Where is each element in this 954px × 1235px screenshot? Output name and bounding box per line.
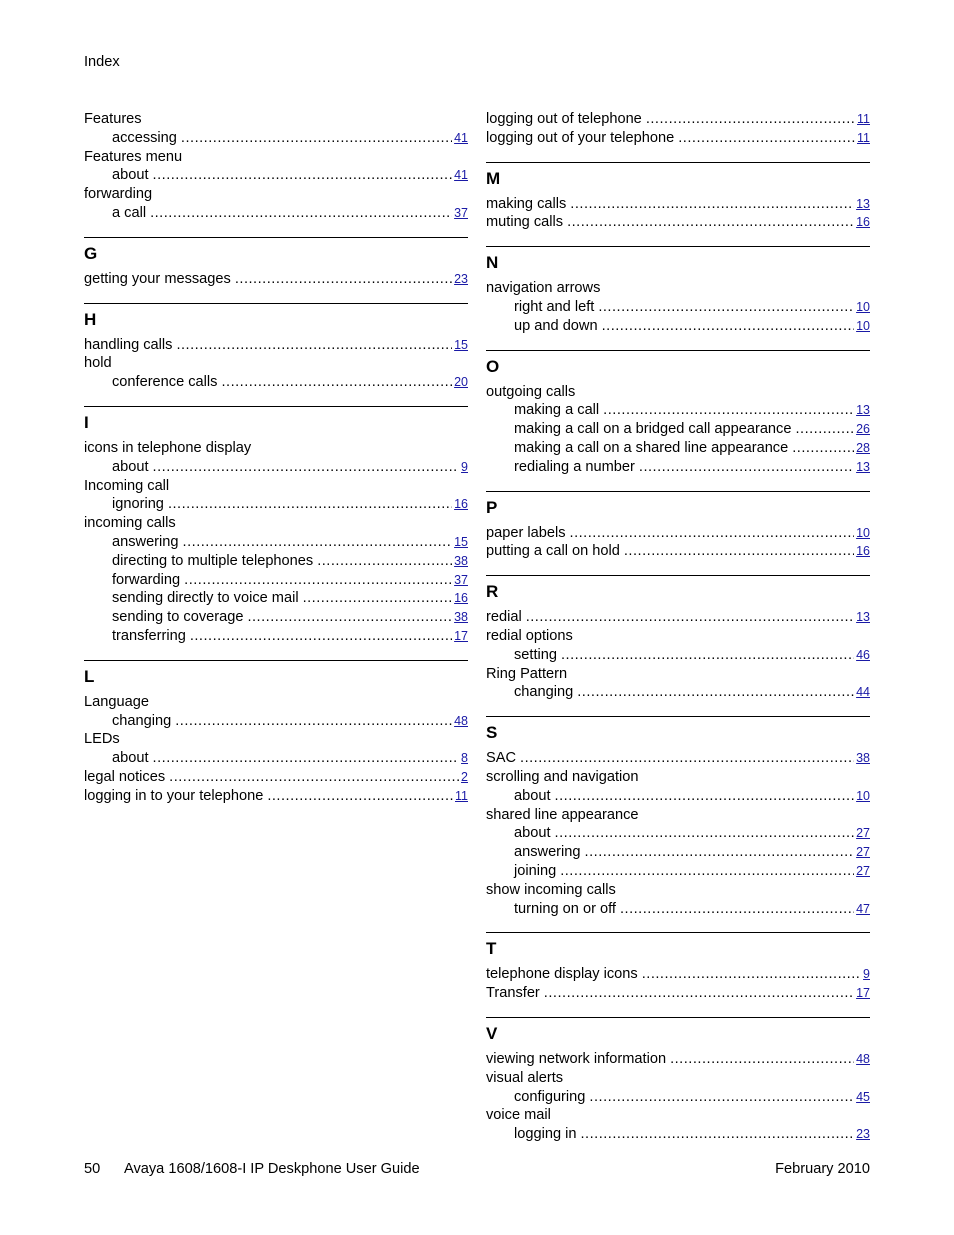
section-letter: S: [486, 723, 498, 743]
page-link[interactable]: 17: [856, 986, 870, 1001]
page-link[interactable]: 15: [454, 534, 468, 549]
section-letter: P: [486, 497, 498, 517]
index-entry: [486, 984, 870, 1003]
page-link[interactable]: 8: [461, 751, 468, 766]
index-entry: [486, 195, 870, 214]
index-section: [486, 350, 870, 477]
footer-date: February 2010: [775, 1161, 870, 1177]
index-section: [486, 932, 870, 1003]
index-heading-entry: hold: [84, 355, 112, 372]
page-link[interactable]: 48: [856, 1051, 870, 1066]
index-entry: [84, 768, 468, 787]
index-subentry: [84, 571, 468, 590]
page-link[interactable]: 9: [461, 459, 468, 474]
index-heading-entry: navigation arrows: [486, 280, 601, 297]
dot-leader: [520, 749, 854, 768]
index-entry: [486, 110, 870, 129]
dot-leader: [670, 1050, 854, 1069]
entry-term: about: [112, 458, 149, 475]
page-link[interactable]: 9: [863, 967, 870, 982]
page-link[interactable]: 2: [461, 769, 468, 784]
section-letter: I: [84, 412, 89, 432]
entry-term: ignoring: [112, 496, 164, 513]
footer-page-number: 50: [84, 1161, 101, 1177]
dot-leader: [176, 336, 452, 355]
page-link[interactable]: 13: [856, 459, 870, 474]
page-link[interactable]: 16: [454, 591, 468, 606]
dot-leader: [190, 627, 452, 646]
entry-term: forwarding: [112, 571, 181, 588]
index-subentry: [486, 401, 870, 420]
index-section: [486, 110, 870, 148]
index-entry: [486, 1050, 870, 1069]
index-subentry: [84, 749, 468, 768]
dot-leader: [603, 401, 854, 420]
dot-leader: [646, 110, 855, 129]
dot-leader: [221, 373, 452, 392]
index-section: [84, 406, 468, 646]
index-entry: [486, 129, 870, 148]
page-link[interactable]: 37: [454, 205, 468, 220]
dot-leader: [168, 495, 452, 514]
dot-leader: [570, 524, 855, 543]
index-heading-entry: Ring Pattern: [486, 665, 568, 682]
entry-term: making calls: [486, 195, 567, 212]
entry-term: accessing: [112, 129, 177, 146]
entry-term: redialing a number: [514, 458, 635, 475]
index-subentry: [486, 787, 870, 806]
page-link[interactable]: 41: [454, 168, 468, 183]
index-subentry: [486, 420, 870, 439]
entry-term: up and down: [514, 317, 598, 334]
entry-term: putting a call on hold: [486, 543, 620, 560]
dot-leader: [570, 195, 854, 214]
entry-term: changing: [514, 684, 574, 701]
entry-term: right and left: [514, 298, 595, 315]
index-subentry: [486, 843, 870, 862]
index-section: [486, 162, 870, 233]
page-link[interactable]: 20: [454, 375, 468, 390]
page-link[interactable]: 44: [856, 685, 870, 700]
page-link[interactable]: 16: [856, 544, 870, 559]
dot-leader: [678, 129, 855, 148]
page-link[interactable]: 38: [454, 553, 468, 568]
entry-term: a call: [112, 204, 147, 221]
entry-term: configuring: [514, 1088, 586, 1105]
index-heading-entry: scrolling and navigation: [486, 768, 639, 785]
dot-leader: [175, 712, 452, 731]
page-link[interactable]: 10: [856, 788, 870, 803]
index-subentry: [486, 824, 870, 843]
entry-term: about: [514, 787, 551, 804]
page-link[interactable]: 16: [454, 497, 468, 512]
page-link[interactable]: 10: [856, 525, 870, 540]
page-link[interactable]: 46: [856, 647, 870, 662]
dot-leader: [317, 552, 452, 571]
dot-leader: [181, 129, 452, 148]
dot-leader: [267, 787, 453, 806]
index-entry: [84, 336, 468, 355]
dot-leader: [792, 439, 854, 458]
index-subentry: [84, 495, 468, 514]
index-entry: [84, 787, 468, 806]
entry-term: directing to multiple telephones: [112, 552, 314, 569]
entry-term: Transfer: [486, 985, 540, 1002]
index-heading-entry: Features menu: [84, 148, 183, 165]
dot-leader: [169, 768, 459, 787]
entry-term: conference calls: [112, 374, 218, 391]
entry-term: telephone display icons: [486, 966, 638, 983]
entry-term: muting calls: [486, 214, 564, 231]
index-subentry: [84, 458, 468, 477]
dot-leader: [235, 270, 452, 289]
page-link[interactable]: 23: [856, 1127, 870, 1142]
index-section: [486, 1017, 870, 1144]
dot-leader: [795, 420, 854, 439]
footer-document-title: Avaya 1608/1608-I IP Deskphone User Guide: [124, 1161, 420, 1177]
page-link[interactable]: 16: [856, 215, 870, 230]
index-subentry: [84, 627, 468, 646]
index-subentry: [486, 439, 870, 458]
dot-leader: [526, 608, 854, 627]
index-section: [486, 491, 870, 562]
page-link[interactable]: 27: [856, 826, 870, 841]
entry-term: paper labels: [486, 524, 566, 541]
entry-term: changing: [112, 712, 172, 729]
index-subentry: [486, 317, 870, 336]
page-link[interactable]: 27: [856, 845, 870, 860]
index-column-right: [486, 110, 870, 1144]
entry-term: turning on or off: [514, 900, 616, 917]
index-heading-entry: show incoming calls: [486, 881, 616, 898]
index-section: [486, 246, 870, 335]
page-link[interactable]: 26: [856, 422, 870, 437]
index-entry: [486, 965, 870, 984]
index-subentry: [486, 900, 870, 919]
page-link[interactable]: 13: [856, 196, 870, 211]
page-link[interactable]: 15: [454, 337, 468, 352]
page-link[interactable]: 23: [454, 271, 468, 286]
page-link[interactable]: 11: [857, 112, 870, 126]
index-subentry: [84, 608, 468, 627]
entry-term: about: [112, 750, 149, 767]
dot-leader: [183, 533, 453, 552]
dot-leader: [620, 900, 854, 919]
section-letter: R: [486, 582, 499, 602]
index-subentry: [486, 683, 870, 702]
page-link[interactable]: 28: [856, 440, 870, 455]
page-link[interactable]: 17: [454, 628, 468, 643]
entry-term: logging in to your telephone: [84, 787, 264, 804]
dot-leader: [624, 542, 854, 561]
index-subentry: [84, 166, 468, 185]
entry-term: answering: [112, 533, 179, 550]
section-letter: G: [84, 243, 98, 263]
entry-term: getting your messages: [84, 270, 231, 287]
entry-term: about: [514, 825, 551, 842]
index-heading-entry: Incoming call: [84, 477, 170, 494]
entry-term: legal notices: [84, 768, 166, 785]
index-subentry: [84, 533, 468, 552]
page-link[interactable]: 13: [856, 610, 870, 625]
running-head: Index: [84, 54, 120, 70]
entry-term: answering: [514, 844, 581, 861]
dot-leader: [577, 683, 854, 702]
entry-term: about: [112, 167, 149, 184]
index-subentry: [486, 1125, 870, 1144]
index-subentry: [486, 458, 870, 477]
section-letter: T: [486, 939, 497, 959]
page-link[interactable]: 37: [454, 572, 468, 587]
section-letter: V: [486, 1023, 498, 1043]
index-subentry: [486, 1088, 870, 1107]
dot-leader: [598, 298, 854, 317]
dot-leader: [639, 458, 854, 477]
index-section: [84, 110, 468, 223]
page-link[interactable]: 11: [857, 130, 870, 145]
index-section: [486, 716, 870, 918]
index-subentry: [84, 589, 468, 608]
entry-term: redial: [486, 609, 522, 626]
index-heading-entry: Features: [84, 111, 142, 127]
index-subentry: [84, 552, 468, 571]
index-heading-entry: shared line appearance: [486, 806, 639, 823]
entry-term: logging in: [514, 1126, 577, 1143]
dot-leader: [544, 984, 854, 1003]
section-letter: O: [486, 356, 500, 376]
section-letter: M: [486, 168, 501, 188]
index-entry: [84, 270, 468, 289]
dot-leader: [247, 608, 452, 627]
entry-term: making a call: [514, 402, 600, 419]
entry-term: logging out of your telephone: [486, 129, 675, 146]
dot-leader: [153, 749, 460, 768]
index-heading-entry: outgoing calls: [486, 383, 576, 400]
index-subentry: [84, 373, 468, 392]
dot-leader: [585, 843, 855, 862]
index-column-left: [84, 110, 468, 806]
index-subentry: [84, 129, 468, 148]
index-entry: [486, 749, 870, 768]
dot-leader: [153, 166, 453, 185]
index-subentry: [486, 298, 870, 317]
index-entry: [486, 524, 870, 543]
dot-leader: [555, 824, 855, 843]
dot-leader: [153, 458, 460, 477]
dot-leader: [184, 571, 452, 590]
index-subentry: [486, 646, 870, 665]
dot-leader: [560, 862, 854, 881]
index-heading-entry: Language: [84, 693, 149, 710]
index-subentry: [84, 204, 468, 223]
page-link[interactable]: 10: [856, 318, 870, 333]
index-heading-entry: incoming calls: [84, 515, 176, 532]
index-heading-entry: redial options: [486, 627, 573, 644]
index-section: [84, 660, 468, 806]
page-link[interactable]: 48: [454, 713, 468, 728]
index-section: [486, 575, 870, 702]
dot-leader: [150, 204, 452, 223]
entry-term: logging out of telephone: [486, 111, 642, 127]
dot-leader: [567, 213, 854, 232]
index-entry: [486, 542, 870, 561]
entry-term: SAC: [486, 750, 517, 767]
page-link[interactable]: 38: [856, 751, 870, 766]
dot-leader: [555, 787, 855, 806]
dot-leader: [561, 646, 854, 665]
index-heading-entry: LEDs: [84, 731, 120, 748]
page-link[interactable]: 41: [454, 130, 468, 145]
index-subentry: [486, 862, 870, 881]
entry-term: handling calls: [84, 336, 173, 353]
page-link[interactable]: 11: [455, 788, 468, 803]
section-letter: H: [84, 309, 97, 329]
index-heading-entry: icons in telephone display: [84, 439, 252, 456]
index-section: [84, 303, 468, 392]
entry-term: sending directly to voice mail: [112, 590, 299, 607]
entry-term: making a call on a bridged call appearance: [514, 421, 792, 438]
index-section: [84, 237, 468, 289]
page-link[interactable]: 38: [454, 610, 468, 625]
dot-leader: [642, 965, 861, 984]
page-link[interactable]: 45: [856, 1089, 870, 1104]
dot-leader: [303, 589, 453, 608]
page-link[interactable]: 13: [856, 403, 870, 418]
dot-leader: [589, 1088, 854, 1107]
page-link[interactable]: 47: [856, 901, 870, 916]
entry-term: making a call on a shared line appearance: [514, 439, 789, 456]
entry-term: joining: [514, 862, 557, 879]
index-entry: [486, 213, 870, 232]
page-link[interactable]: 27: [856, 863, 870, 878]
index-heading-entry: visual alerts: [486, 1069, 564, 1086]
page-link[interactable]: 10: [856, 299, 870, 314]
entry-term: sending to coverage: [112, 609, 244, 626]
index-entry: [486, 608, 870, 627]
entry-term: setting: [514, 646, 557, 663]
entry-term: transferring: [112, 627, 186, 644]
index-heading-entry: forwarding: [84, 186, 153, 203]
dot-leader: [580, 1125, 854, 1144]
section-letter: L: [84, 666, 95, 686]
index-heading-entry: voice mail: [486, 1107, 551, 1124]
dot-leader: [602, 317, 855, 336]
section-letter: N: [486, 253, 499, 273]
index-subentry: [84, 712, 468, 731]
entry-term: viewing network information: [486, 1050, 667, 1067]
